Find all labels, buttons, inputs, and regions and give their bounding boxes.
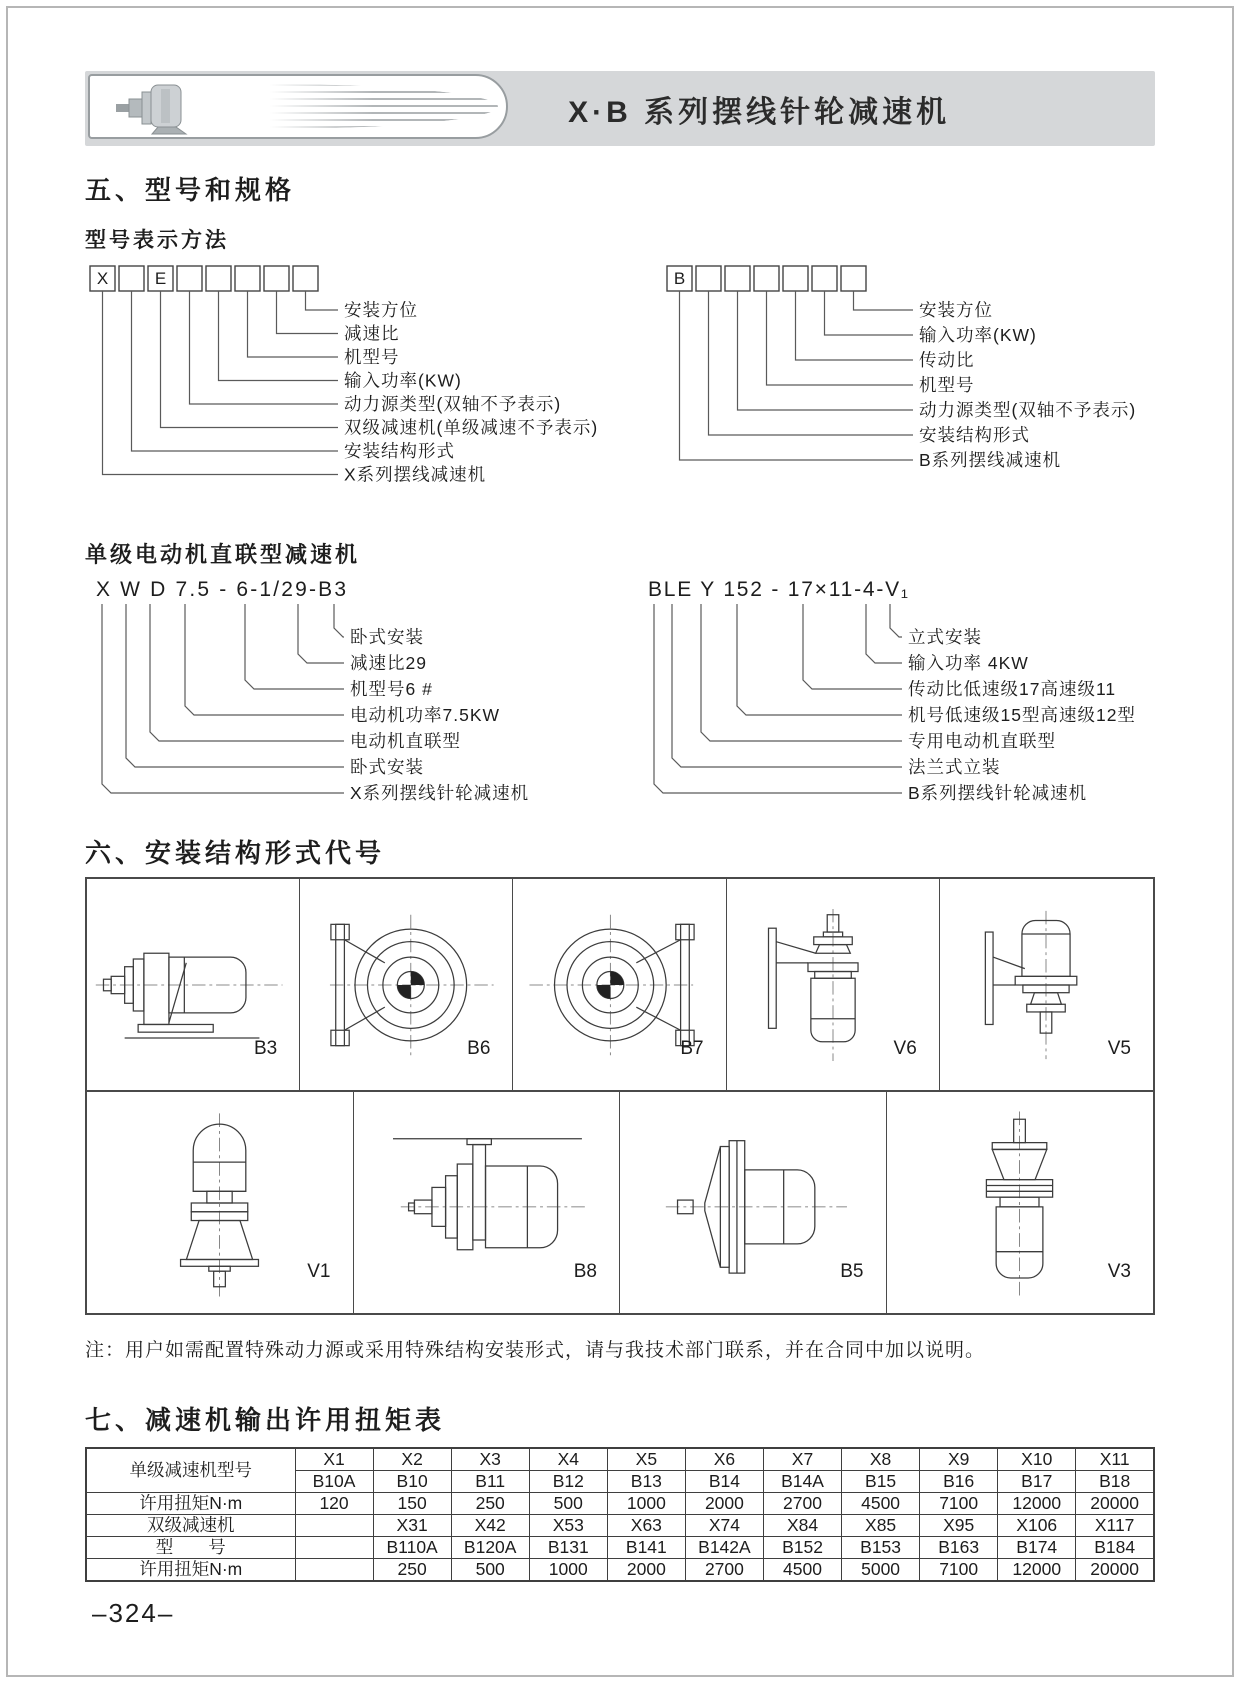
row-header: 许用扭矩N·m — [86, 1493, 295, 1515]
code-label: 传动比低速级17高速级11 — [908, 679, 1117, 699]
table-cell: X74 — [685, 1515, 763, 1537]
table-cell: 4500 — [763, 1559, 841, 1582]
special-config-note: 注：用户如需配置特殊动力源或采用特殊结构安装形式，请与我技术部门联系，并在合同中加以说明。 — [85, 1340, 986, 1361]
torque-table — [85, 1447, 1155, 1582]
table-cell: X3 — [451, 1448, 529, 1471]
code-label: 机号低速级15型高速级12型 — [908, 705, 1136, 725]
table-cell: B153 — [842, 1537, 920, 1559]
mount-code: B7 — [680, 1038, 704, 1059]
table-cell: X5 — [607, 1448, 685, 1471]
table-cell: B17 — [998, 1471, 1076, 1493]
table-cell: X11 — [1076, 1448, 1154, 1471]
table-cell: B141 — [607, 1537, 685, 1559]
code-label: 法兰式立装 — [908, 757, 1001, 777]
table-cell: X106 — [998, 1515, 1076, 1537]
row-header: 型 号 — [86, 1537, 295, 1559]
mount-code: B6 — [467, 1038, 491, 1059]
table-cell: 150 — [373, 1493, 451, 1515]
diagram-label: 双级减速机(单级减速不予表示) — [344, 417, 599, 438]
table-cell: 20000 — [1076, 1559, 1154, 1582]
mount-cell-b3 — [87, 879, 300, 1090]
mount-code: B5 — [840, 1261, 864, 1282]
speed-lines — [270, 84, 498, 129]
table-cell: X31 — [373, 1515, 451, 1537]
table-row — [86, 1493, 1154, 1515]
table-cell: B163 — [920, 1537, 998, 1559]
b-series-model-diagram — [665, 258, 1190, 498]
table-cell: 500 — [529, 1493, 607, 1515]
code-label: 卧式安装 — [350, 757, 424, 777]
ble-code-diagram — [640, 572, 1195, 812]
diagram-label: 安装结构形式 — [344, 441, 455, 461]
table-cell — [295, 1559, 373, 1582]
code-label: 机型号6 # — [350, 679, 433, 699]
table-cell: 250 — [373, 1559, 451, 1582]
table-row — [86, 1559, 1154, 1582]
table-cell: B14A — [763, 1471, 841, 1493]
xwd-code-diagram — [88, 572, 648, 812]
mount-code: V3 — [1107, 1261, 1131, 1282]
table-cell: B120A — [451, 1537, 529, 1559]
table-cell: X1 — [295, 1448, 373, 1471]
diagram-label: 动力源类型(双轴不予表示) — [344, 394, 562, 414]
table-cell: X7 — [763, 1448, 841, 1471]
table-cell: X10 — [998, 1448, 1076, 1471]
code-label: 输入功率 4KW — [908, 653, 1029, 673]
reducer-photo — [114, 79, 264, 137]
table-cell: X85 — [842, 1515, 920, 1537]
section5-title: 五、型号和规格 — [85, 175, 296, 205]
mount-cell-v3 — [887, 1092, 1154, 1313]
diagram-label: X系列摆线减速机 — [344, 464, 487, 485]
diagram-label: 安装方位 — [344, 300, 418, 320]
table-cell: 12000 — [998, 1559, 1076, 1582]
table-row — [86, 1448, 1154, 1471]
table-cell: X8 — [842, 1448, 920, 1471]
table-cell: B15 — [842, 1471, 920, 1493]
table-cell: B11 — [451, 1471, 529, 1493]
mount-cell-v5 — [940, 879, 1153, 1090]
mount-code: B3 — [253, 1038, 278, 1059]
diagram-label: 安装结构形式 — [919, 425, 1030, 445]
table-cell: 2000 — [607, 1559, 685, 1582]
table-cell: 2000 — [685, 1493, 763, 1515]
box-char: X — [96, 269, 109, 288]
table-cell: 20000 — [1076, 1493, 1154, 1515]
table-cell: B18 — [1076, 1471, 1154, 1493]
table-cell: X53 — [529, 1515, 607, 1537]
code-label: 立式安装 — [908, 627, 982, 647]
table-cell: 1000 — [529, 1559, 607, 1582]
code-label: B系列摆线针轮减速机 — [908, 783, 1088, 803]
table-row — [86, 1515, 1154, 1537]
table-cell: 2700 — [685, 1559, 763, 1582]
table-cell: 250 — [451, 1493, 529, 1515]
table-cell: B110A — [373, 1537, 451, 1559]
diagram-label: 输入功率(KW) — [344, 370, 462, 391]
mount-code: B8 — [573, 1261, 597, 1282]
table-cell: B131 — [529, 1537, 607, 1559]
model-notation-subtitle: 型号表示方法 — [85, 229, 229, 252]
mounting-row-top — [87, 879, 1153, 1092]
diagram-label: 输入功率(KW) — [919, 325, 1037, 345]
diagram-label: 动力源类型(双轴不予表示) — [919, 400, 1137, 420]
model-code: X W D 7.5 - 6-1/29-B3 — [96, 578, 346, 601]
code-label: 卧式安装 — [350, 627, 424, 647]
table-cell: 7100 — [920, 1493, 998, 1515]
diagram-label: 传动比 — [919, 350, 975, 370]
box-char: B — [673, 269, 686, 288]
table-cell: B10A — [295, 1471, 373, 1493]
torque-table-body — [86, 1448, 1154, 1581]
mount-cell-b5 — [620, 1092, 887, 1313]
table-cell: B152 — [763, 1537, 841, 1559]
model-code: BLE Y 152 - 17×11-4-V₁ — [648, 578, 908, 601]
table-cell: 4500 — [842, 1493, 920, 1515]
table-cell: B184 — [1076, 1537, 1154, 1559]
diagram-label: 安装方位 — [919, 300, 993, 320]
header-banner — [85, 71, 1155, 146]
page-number: –324– — [92, 1598, 175, 1628]
table-cell: 2700 — [763, 1493, 841, 1515]
code-label: 电动机直联型 — [350, 731, 461, 751]
mount-code: V6 — [893, 1038, 917, 1059]
mount-cell-v6 — [727, 879, 940, 1090]
mount-cell-b6 — [300, 879, 513, 1090]
table-cell: B142A — [685, 1537, 763, 1559]
page-title: X·B 系列摆线针轮减速机 — [568, 95, 951, 129]
row-header: 许用扭矩N·m — [86, 1559, 295, 1582]
code-label: 电动机功率7.5KW — [350, 705, 501, 725]
table-row — [86, 1537, 1154, 1559]
table-cell: 1000 — [607, 1493, 685, 1515]
table-cell: B14 — [685, 1471, 763, 1493]
table-cell — [295, 1537, 373, 1559]
table-cell: B174 — [998, 1537, 1076, 1559]
mounting-grid — [85, 877, 1155, 1315]
table-cell: 12000 — [998, 1493, 1076, 1515]
row-header: 单级减速机型号 — [86, 1448, 295, 1493]
table-cell: X117 — [1076, 1515, 1154, 1537]
diagram-label: 机型号 — [344, 347, 400, 367]
table-cell: B16 — [920, 1471, 998, 1493]
mounting-row-bottom — [87, 1092, 1153, 1313]
table-cell: X84 — [763, 1515, 841, 1537]
table-cell: 120 — [295, 1493, 373, 1515]
mount-cell-b8 — [354, 1092, 621, 1313]
table-cell: X42 — [451, 1515, 529, 1537]
table-cell: X4 — [529, 1448, 607, 1471]
table-cell: X95 — [920, 1515, 998, 1537]
x-series-model-diagram — [88, 258, 648, 498]
diagram-label: 机型号 — [919, 375, 975, 395]
section7-title: 七、减速机输出许用扭矩表 — [85, 1405, 446, 1435]
table-cell: X9 — [920, 1448, 998, 1471]
mount-cell-v1 — [87, 1092, 354, 1313]
mount-code: V5 — [1107, 1038, 1131, 1059]
section6-title: 六、安装结构形式代号 — [85, 838, 386, 868]
table-cell: 7100 — [920, 1559, 998, 1582]
code-label: 专用电动机直联型 — [908, 731, 1056, 751]
direct-motor-title: 单级电动机直联型减速机 — [85, 542, 361, 567]
table-cell — [295, 1515, 373, 1537]
table-cell: 5000 — [842, 1559, 920, 1582]
row-header: 双级减速机 — [86, 1515, 295, 1537]
mount-cell-b7 — [513, 879, 726, 1090]
diagram-label: B系列摆线减速机 — [919, 450, 1062, 470]
table-cell: X6 — [685, 1448, 763, 1471]
code-label: 减速比29 — [350, 653, 427, 673]
product-photo-panel — [88, 74, 508, 139]
code-label: X系列摆线针轮减速机 — [350, 783, 530, 803]
diagram-label: 减速比 — [344, 323, 400, 344]
table-cell: 500 — [451, 1559, 529, 1582]
table-cell: B12 — [529, 1471, 607, 1493]
table-cell: X63 — [607, 1515, 685, 1537]
mount-code: V1 — [307, 1261, 331, 1282]
table-cell: B13 — [607, 1471, 685, 1493]
table-cell: X2 — [373, 1448, 451, 1471]
box-char: E — [154, 269, 167, 288]
table-cell: B10 — [373, 1471, 451, 1493]
